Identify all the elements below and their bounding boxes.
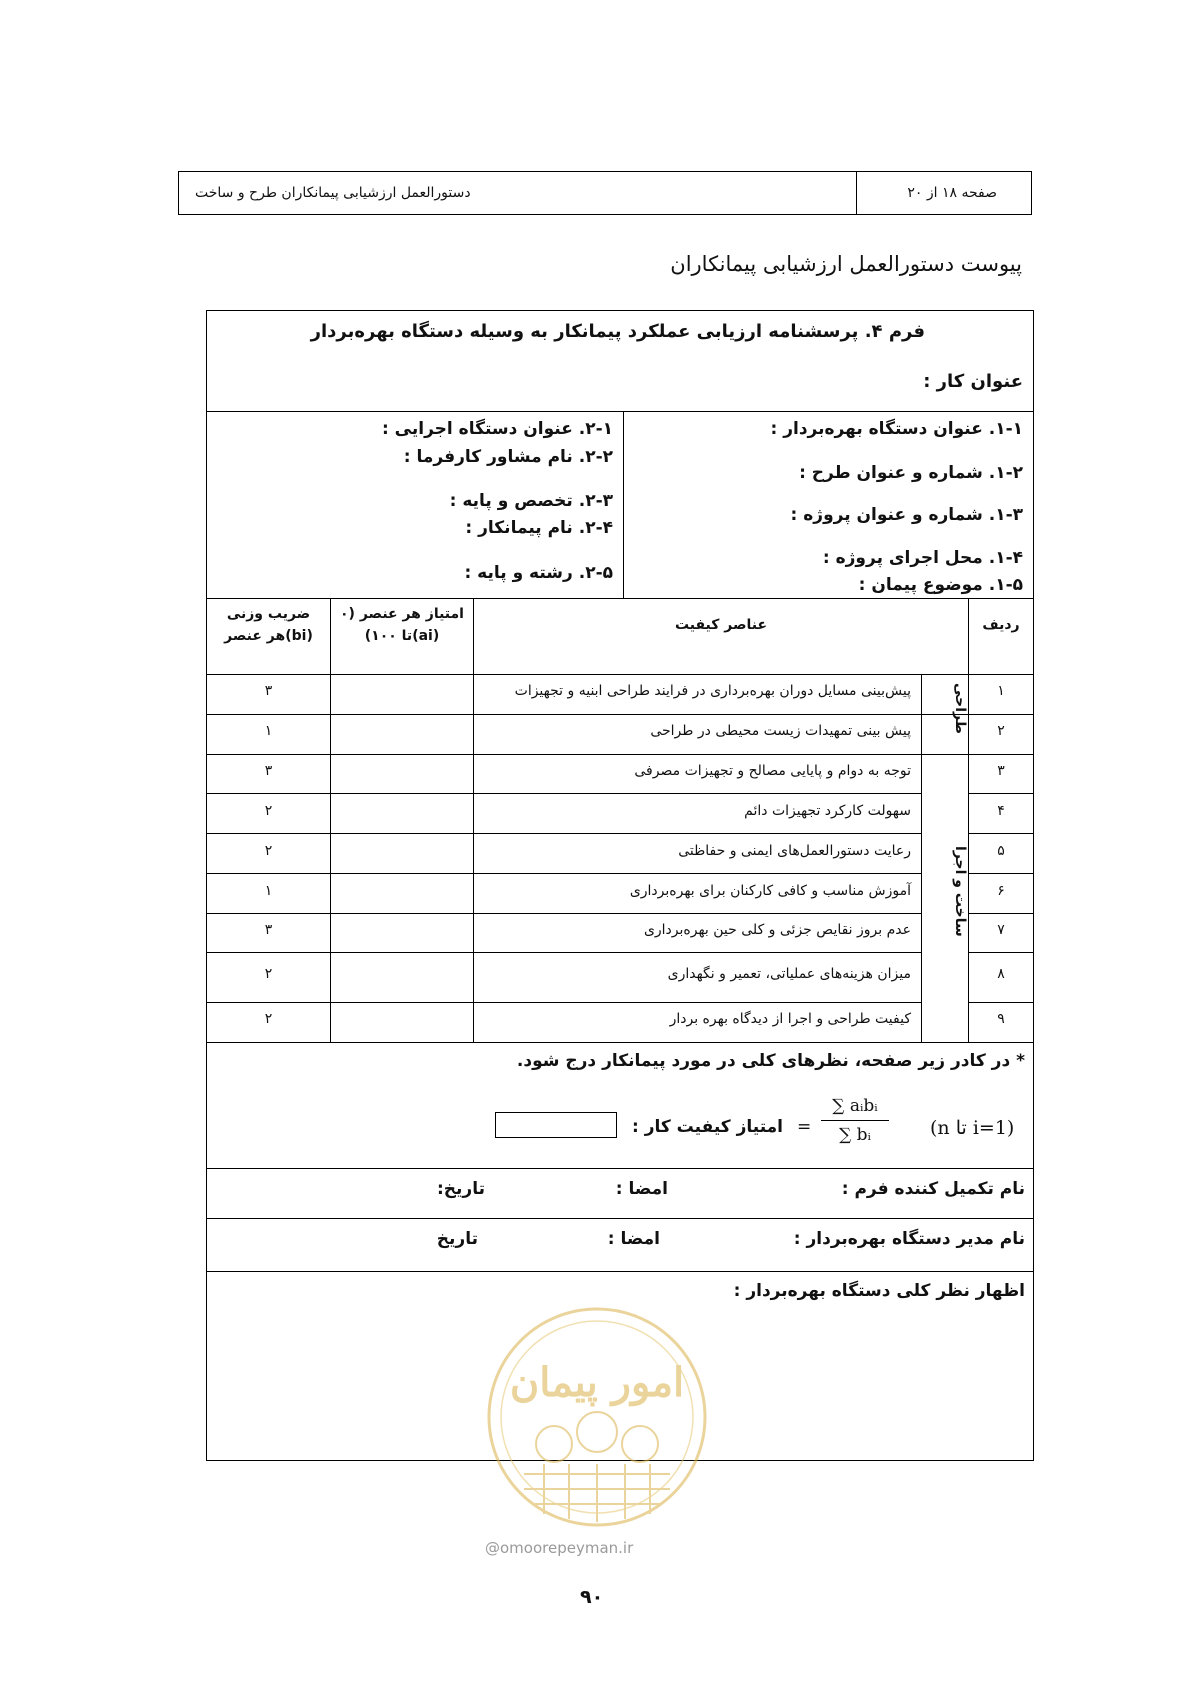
form-filler-sign: امضا : [615,1179,668,1199]
field-discipline-grade: ۲-۵. رشته و پایه : [464,563,613,583]
row-number: ۷ [997,922,1005,938]
row-weight: ۱ [264,723,273,739]
quality-formula: ∑ aᵢbᵢ ∑ bᵢ [815,1096,895,1145]
row-number: ۴ [997,803,1005,819]
quality-score-box[interactable] [495,1112,617,1138]
field-project-number: ۱-۳. شماره و عنوان پروژه : [790,505,1023,525]
form-title: فرم ۴. پرسشنامه ارزیابی عملکرد پیمانکار به وسیله دستگاه بهره‌بردار [310,321,925,342]
row-element-text: آموزش مناسب و کافی کارکنان برای بهره‌برداری [629,883,911,899]
row-number: ۶ [997,883,1005,899]
group-design-label: طراحی [952,683,968,734]
col-elements-header: عناصر کیفیت [674,617,768,633]
field-consultant-name: ۲-۲. نام مشاور کارفرما : [403,447,613,467]
field-plan-number: ۱-۲. شماره و عنوان طرح : [799,463,1023,483]
row-element-text: کیفیت طراحی و اجرا از دیدگاه بهره بردار [669,1011,911,1027]
operator-manager-sign: امضا : [607,1229,660,1249]
row-weight: ۲ [264,803,273,819]
operator-manager-label: نام مدیر دستگاه بهره‌بردار : [793,1229,1025,1249]
row-weight: ۲ [264,843,273,859]
field-specialty-grade: ۲-۳. تخصص و پایه : [449,491,613,511]
col-row-header: ردیف [982,617,1020,633]
quality-score-label: امتیاز کیفیت کار : [631,1117,783,1137]
row-number: ۲ [997,723,1005,739]
row-number: ۱ [997,683,1005,699]
row-number: ۸ [997,966,1005,982]
row-element-text: توجه به دوام و پایایی مصالح و تجهیزات مصرفی [634,763,911,779]
form-filler-label: نام تکمیل کننده فرم : [841,1179,1025,1199]
row-number: ۵ [997,843,1005,859]
row-weight: ۳ [264,922,273,938]
row-element-text: میزان هزینه‌های عملیاتی، تعمیر و نگهداری [667,966,911,982]
operator-manager-date: تاریخ [436,1229,478,1249]
row-weight: ۲ [264,1011,273,1027]
row-element-text: پیش بینی تمهیدات زیست محیطی در طراحی [650,723,911,739]
field-operator-title: ۱-۱. عنوان دستگاه بهره‌بردار : [770,419,1023,439]
row-element-text: پیش‌بینی مسایل دوران بهره‌برداری در فرایند طراحی ابنیه و تجهیزات [514,683,911,699]
omoorepeyman-logo [484,1304,710,1530]
field-executive-title: ۲-۱. عنوان دستگاه اجرایی : [381,419,613,439]
row-weight: ۳ [264,683,273,699]
row-element-text: سهولت کارکرد تجهیزات دائم [744,803,911,819]
document-title: دستورالعمل ارزشیابی پیمانکاران طرح و ساخت [195,185,471,201]
work-title-label: عنوان کار : [923,371,1023,392]
formula-range: (i=1 تا n) [930,1117,1015,1139]
svg-text:امور پیمان: امور پیمان [509,1359,685,1406]
col-score-header: امتیاز هر عنصر (۰ (ai)تا ۱۰۰) [340,606,464,644]
row-element-text: رعایت دستورالعمل‌های ایمنی و حفاظتی [678,843,911,859]
appendix-title: پیوست دستورالعمل ارزشیابی پیمانکاران [670,252,1022,276]
evaluation-form: فرم ۴. پرسشنامه ارزیابی عملکرد پیمانکار به وسیله دستگاه بهره‌بردار عنوان کار : ۱-۱. عنوان دستگاه بهره‌بردار : ۱-۲. شماره و عنوان طرح : ۱-۳. شماره و عنوان پروژه : ۱-۴. محل اجرای پروژه : ۱-۵. موضوع پیمان : ۲-۱. عنوان دستگاه اجرایی : ۲-۲. نام مشاور کارفرما : ۲-۳. تخصص و پایه : ۲-۴. نام پیمانکار : ۲-۵. رشته و پایه : ردیف عناصر کیفیت امتیاز هر عنصر (۰ (ai)تا ۱۰۰) ضریب وزنی (bi)هر عنصر طراحی ساخت و اجرا ۱ پیش‌بینی مسایل دوران بهره‌برداری در فرایند طراحی ابنیه و تجهیزات ۳ ۲ پیش بینی تمهیدات زیست محیطی در طراحی ۱ ۳ توجه به دوام و پایایی مصالح و تجهیزات مصرفی ۳ ۴ سهولت کارکرد تجهیزات دائم ۲ ۵ رعایت دستورالعمل‌های ایمنی و حفاظتی ۲ ۶ آموزش مناسب و کافی کارکنان برای بهره‌برداری ۱ ۷ عدم بروز نقایص جزئی و کلی حین بهره‌برداری ۳ ۸ میزان هزینه‌های عملیاتی، تعمیر و نگهداری ۲ ۹ کیفیت طراحی و اجرا از دیدگاه بهره بردار ۲ * در کادر زیر صفحه، نظرهای کلی در مورد پیمانکار درج شود. (i=1 تا n) ∑ aᵢbᵢ ∑ bᵢ = امتیاز کیفیت کار : نام تکمیل کننده فرم : امضا : تاریخ: نام مدیر دستگاه بهره‌بردار : امضا : تاریخ اظهار نظر کلی دستگاه بهره‌بردار : [206,310,1034,1461]
field-project-location: ۱-۴. محل اجرای پروژه : [822,548,1023,568]
group-build-label: ساخت و اجرا [952,845,968,937]
page-number: ۹۰ [580,1586,604,1608]
row-number: ۹ [997,1011,1005,1027]
running-header [178,171,1032,215]
operator-opinion-label: اظهار نظر کلی دستگاه بهره‌بردار : [733,1281,1025,1301]
row-number: ۳ [997,763,1005,779]
col-weight-header: ضریب وزنی (bi)هر عنصر [224,606,313,644]
form-filler-date: تاریخ: [437,1179,485,1199]
row-weight: ۳ [264,763,273,779]
row-weight: ۲ [264,966,273,982]
row-element-text: عدم بروز نقایص جزئی و کلی حین بهره‌برداری [643,922,911,938]
watermark-site: @omoorepeyman.ir [485,1539,634,1557]
page-indicator: صفحه ۱۸ از ۲۰ [856,172,1031,214]
field-contract-subject: ۱-۵. موضوع پیمان : [858,575,1023,595]
field-contractor-name: ۲-۴. نام پیمانکار : [465,518,613,538]
row-weight: ۱ [264,883,273,899]
general-note: * در کادر زیر صفحه، نظرهای کلی در مورد پیمانکار درج شود. [516,1051,1025,1071]
